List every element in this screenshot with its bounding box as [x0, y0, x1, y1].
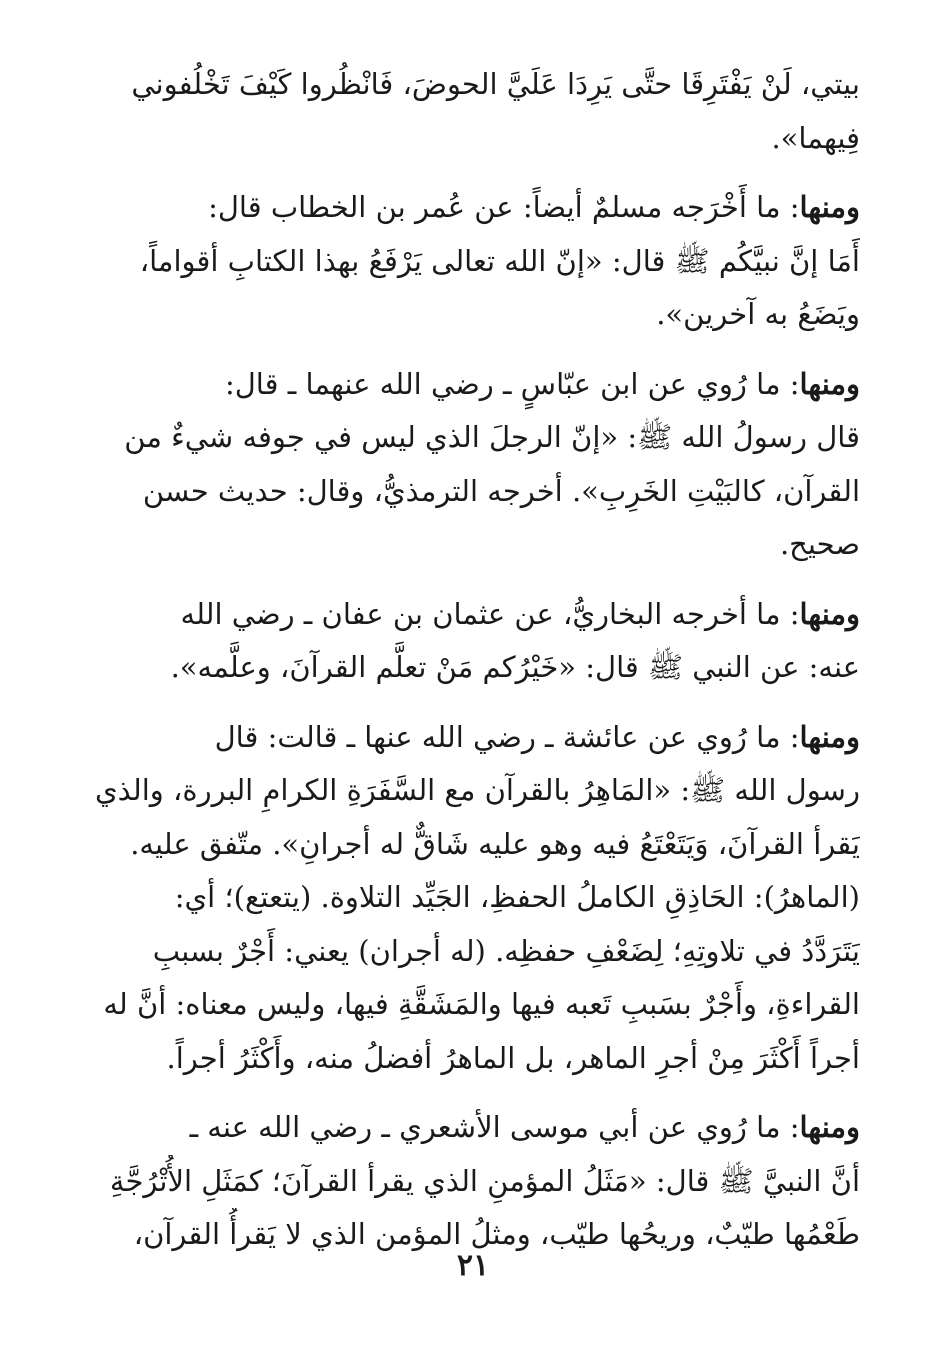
text-line	[86, 181, 860, 235]
text-line	[86, 1032, 860, 1086]
paragraph	[86, 588, 860, 695]
line-text: : ما أَخْرَجه مسلمٌ أيضاً: عن عُمر بن الخطاب قال:	[208, 190, 800, 224]
line-text: عنه: عن النبي ﷺ قال: «خَيْرُكم مَنْ تعلَّم القرآنَ، وعلَّمه».	[170, 650, 860, 684]
paragraph-lead: ومنها	[799, 596, 860, 631]
line-text: رسول الله ﷺ: «المَاهِرُ بالقرآن مع السَّفَرَةِ الكرامِ البررة، والذي	[94, 773, 860, 807]
text-line	[86, 764, 860, 818]
text-line	[86, 112, 860, 166]
paragraph-lead: ومنها	[799, 366, 860, 401]
text-line	[86, 978, 860, 1032]
line-text: : ما رُوي عن أبي موسى الأشعري ـ رضي الله عنه ـ	[189, 1110, 800, 1144]
paragraph	[86, 711, 860, 1086]
paragraph-lead: ومنها	[799, 1110, 860, 1144]
text-line	[86, 1155, 860, 1209]
paragraph	[86, 181, 860, 342]
text-line	[86, 1101, 860, 1155]
line-text: صحيح.	[779, 527, 860, 561]
line-text: (الماهرُ): الحَاذِقِ الكاملُ الحفظِ، الجَيِّد التلاوة. (يتعتع)؛ أي:	[174, 880, 860, 914]
text-line	[86, 925, 860, 979]
line-text: طَعْمُها طيّبٌ، وريحُها طيّب، ومثلُ المؤمن الذي لا يَقرأُ القرآن،	[133, 1217, 860, 1251]
line-text: : ما أخرجه البخاريُّ، عن عثمان بن عفان ـ رضي الله	[180, 596, 800, 631]
page-number: ٢١	[456, 1248, 490, 1283]
line-text: : ما رُوي عن ابن عبّاسٍ ـ رضي الله عنهما ـ قال:	[224, 366, 800, 401]
paragraph-lead: ومنها	[799, 190, 860, 224]
text-line	[86, 411, 860, 465]
line-text: يَقرأ القرآنَ، وَيَتَعْتَعُ فيه وهو عليه شَاقٌّ له أجرانِ». متّفق عليه.	[130, 826, 860, 861]
text-line	[86, 871, 860, 925]
text-line	[86, 358, 860, 412]
paragraph	[86, 1101, 860, 1262]
line-text: فِيهما».	[771, 120, 860, 155]
line-text: القرآن، كالبَيْتِ الخَرِبِ». أخرجه الترمذيُّ، وقال: حديث حسن	[142, 473, 860, 508]
text-line	[86, 588, 860, 642]
line-text: قال رسولُ الله ﷺ: «إنّ الرجلَ الذي ليس في جوفه شيءٌ من	[124, 420, 860, 454]
line-text: أنَّ النبيَّ ﷺ قال: «مَثَلُ المؤمنِ الذي يقرأ القرآنَ؛ كمَثَلِ الأُتْرُجَّةِ	[109, 1163, 860, 1198]
paragraph-lead: ومنها	[799, 719, 860, 754]
text-line	[86, 235, 860, 289]
text-line	[86, 818, 860, 872]
line-text: أجراً أَكْثَرَ مِنْ أجرِ الماهر، بل الماهرُ أفضلُ منه، وأَكْثَرُ أجراً.	[166, 1040, 860, 1075]
text-line	[86, 641, 860, 695]
line-text: بيتي، لَنْ يَفْتَرِقَا حتَّى يَرِدَا عَلَيَّ الحوضَ، فَانْظُروا كَيْفَ تَخْلُفوني	[131, 67, 860, 101]
line-text: ويَضَعُ به آخرين».	[656, 297, 860, 331]
line-text: القراءةِ، وأَجْرٌ بسَببِ تَعبه فيها والمَشَقَّةِ فيها، وليس معناه: أنَّ له	[103, 987, 860, 1021]
body-text	[86, 58, 860, 1262]
paragraph	[86, 358, 860, 572]
text-line	[86, 288, 860, 342]
paragraph	[86, 58, 860, 165]
text-line	[86, 465, 860, 519]
line-text: أَمَا إنَّ نبيَّكُم ﷺ قال: «إنّ الله تعالى يَرْفَعُ بهذا الكتابِ أقواماً،	[139, 243, 860, 278]
line-text: : ما رُوي عن عائشة ـ رضي الله عنها ـ قالت: قال	[214, 719, 800, 754]
line-text: يَتَرَدَّدُ في تلاوتِهِ؛ لِضَعْفِ حفظِه. (له أجران) يعني: أَجْرٌ بسببِ	[152, 933, 860, 968]
text-line	[86, 711, 860, 765]
text-line	[86, 58, 860, 112]
text-line	[86, 518, 860, 572]
